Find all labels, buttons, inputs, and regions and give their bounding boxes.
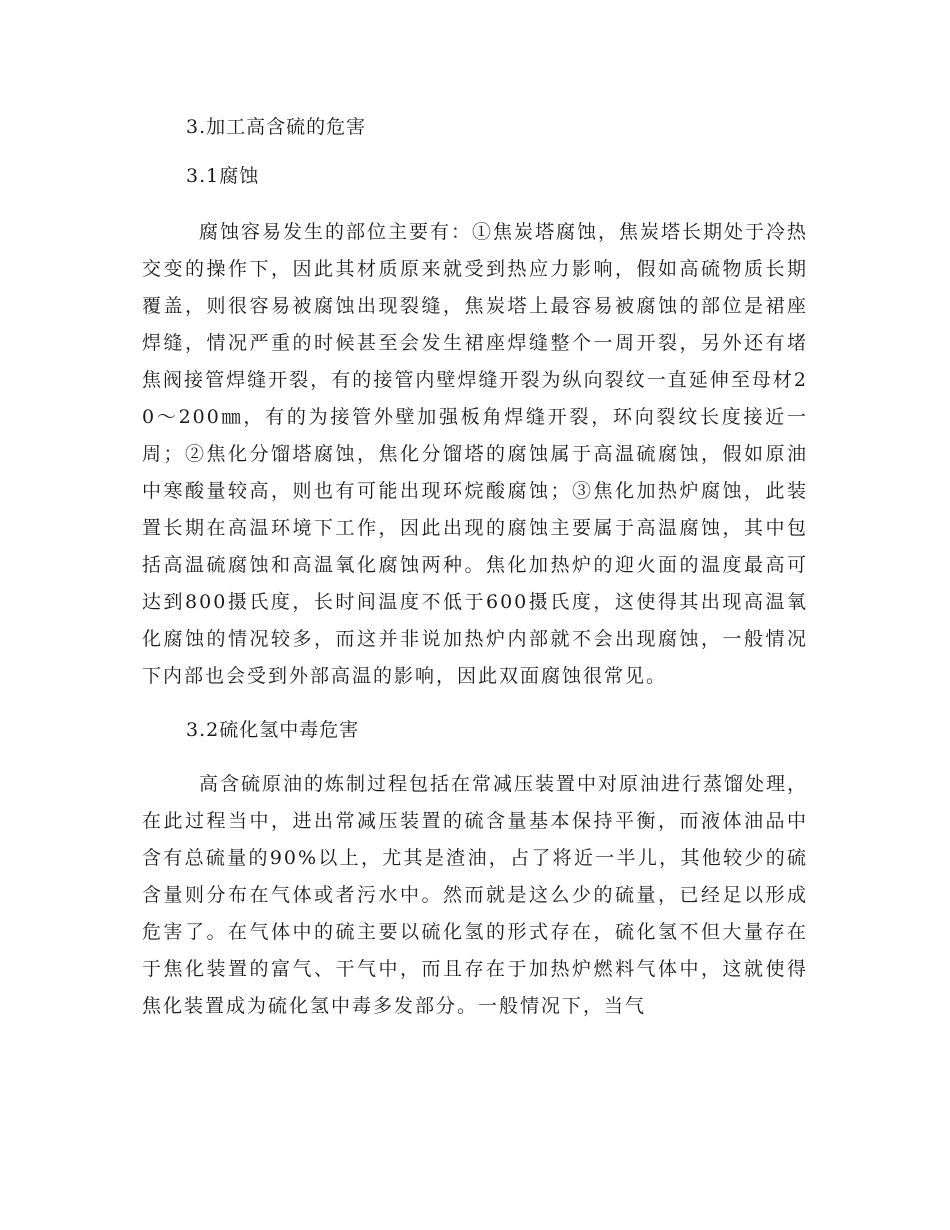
paragraph-h2s-poisoning: 高含硫原油的炼制过程包括在常减压装置中对原油进行蒸馏处理，在此过程当中，进出常减压装置的硫含量基本保持平衡，而液体油品中含有总硫量的90%以上，尤其是渣油，占了将近一半儿，其他较少的硫含量则分布在气体或者污水中。然而就是这么少的硫量，已经足以形成危害了。在气体中的硫主要以硫化氢的形式存在，硫化氢不但大量存在于焦化装置的富气、干气中，而且存在于加热炉燃料气体中，这就使得焦化装置成为硫化氢中毒多发部分。一般情况下，当气 bbox=[142, 773, 809, 1017]
paragraph-corrosion: 腐蚀容易发生的部位主要有：①焦炭塔腐蚀，焦炭塔长期处于冷热交变的操作下，因此其材质原来就受到热应力影响，假如高硫物质长期覆盖，则很容易被腐蚀出现裂缝，焦炭塔上最容易被腐蚀的部位是裙座焊缝，情况严重的时候甚至会发生裙座焊缝整个一周开裂，另外还有堵焦阀接管焊缝开裂，有的接管内壁焊缝开裂为纵向裂纹一直延伸至母材20～200㎜，有的为接管外壁加强板角焊缝开裂，环向裂纹长度接近一周；②焦化分馏塔腐蚀，焦化分馏塔的腐蚀属于高温硫腐蚀，假如原油中寒酸量较高，则也有可能出现环烷酸腐蚀；③焦化加热炉腐蚀，此装置长期在高温环境下工作，因此出现的腐蚀主要属于高温腐蚀，其中包括高温硫腐蚀和高温氧化腐蚀两种。焦化加热炉的迎火面的温度最高可达到800摄氏度，长时间温度不低于600摄氏度，这使得其出现高温氧化腐蚀的情况较多，而这并非说加热炉内部就不会出现腐蚀，一般情况下内部也会受到外部高温的影响，因此双面腐蚀很常见。 bbox=[142, 221, 809, 687]
subsection-heading-corrosion: 3.1腐蚀 bbox=[186, 165, 260, 187]
subsection-heading-h2s-poisoning: 3.2硫化氢中毒危害 bbox=[186, 719, 360, 741]
section-heading-hazards: 3.加工高含硫的危害 bbox=[186, 116, 367, 138]
document-page bbox=[142, 105, 808, 1025]
